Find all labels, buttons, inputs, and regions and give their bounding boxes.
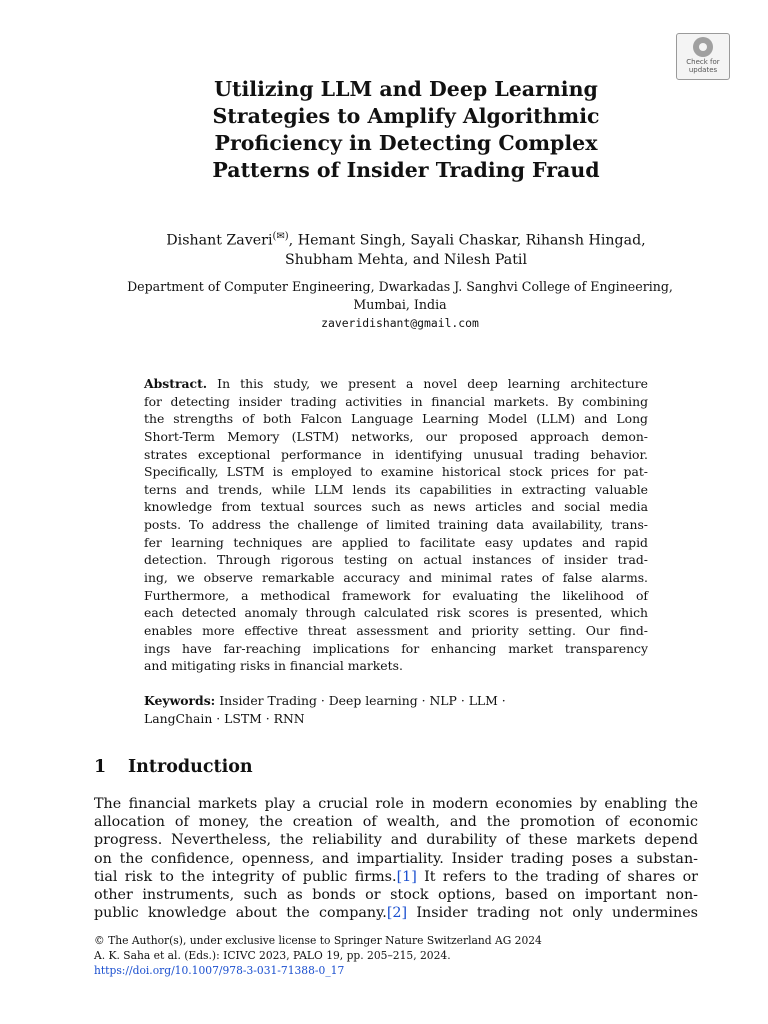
- body-text-span: Insider trading not only undermines: [407, 905, 698, 922]
- check-updates-icon: [693, 37, 713, 57]
- abstract-line: the strengths of both Falcon Language Learning Model (LLM) and Long: [144, 411, 648, 427]
- abstract-line: strates exceptional performance in identifying unusual trading behavior.: [144, 446, 648, 462]
- abstract-line: Short-Term Memory (LSTM) networks, our proposed approach demon-: [144, 428, 648, 444]
- author-names: Shubham Mehta, and Nilesh Patil: [284, 251, 528, 268]
- abstract-label: Abstract.: [144, 376, 208, 391]
- body-text-span: public knowledge about the company.: [94, 905, 387, 922]
- section-number: 1: [94, 757, 107, 777]
- abstract-line: terns and trends, while LLM lends its capabilities in extracting valuable: [144, 481, 648, 497]
- corresponding-author[interactable]: Dishant Zaveri: [166, 232, 273, 249]
- abstract-line: enables more effective threat assessment and priority setting. Our find-: [144, 622, 648, 638]
- abstract-line: Specifically, LSTM is employed to examine historical stock prices for pat-: [144, 464, 648, 480]
- keywords-text: LangChain · LSTM · RNN: [144, 710, 305, 726]
- badge-line-1: Check for: [686, 58, 720, 66]
- author-email[interactable]: zaveridishant@gmail.com: [321, 316, 479, 330]
- abstract-line: for detecting insider trading activities in financial markets. By combining: [144, 393, 648, 409]
- citation-info: A. K. Saha et al. (Eds.): ICIVC 2023, PALO 19, pp. 205–215, 2024.: [94, 949, 451, 962]
- keywords: [144, 692, 648, 727]
- doi-link[interactable]: https://doi.org/10.1007/978-3-031-71388-0_17: [94, 964, 345, 977]
- abstract-line: fer learning techniques are applied to facilitate easy updates and rapid: [144, 534, 648, 550]
- section-heading: [94, 755, 674, 779]
- abstract-line: each detected anomaly through calculated risk scores is presented, which: [144, 605, 648, 621]
- abstract-line: Furthermore, a methodical framework for evaluating the likelihood of: [144, 587, 648, 603]
- body-text-span: tial risk to the integrity of public firms.: [94, 868, 397, 885]
- copyright-line: © The Author(s), under exclusive license to Springer Nature Switzerland AG 2024: [94, 934, 542, 947]
- section-title: Introduction: [128, 757, 253, 777]
- author-names: , Hemant Singh, Sayali Chaskar, Rihansh Hingad,: [288, 232, 646, 249]
- abstract: [144, 375, 648, 675]
- badge-line-2: updates: [688, 66, 718, 74]
- affiliation: [80, 278, 720, 332]
- title-line: Proficiency in Detecting Complex: [214, 131, 598, 155]
- email-envelope-icon: (✉): [272, 231, 289, 242]
- body-line: [94, 868, 698, 886]
- title-line: Utilizing LLM and Deep Learning: [214, 77, 598, 101]
- body-line: The financial markets play a crucial role in modern economies by enabling the: [94, 796, 698, 812]
- abstract-line: knowledge from textual sources such as news articles and social media: [144, 499, 648, 515]
- body-line: allocation of money, the creation of wealth, and the promotion of economic: [94, 814, 698, 831]
- body-line: on the confidence, openness, and impartiality. Insider trading poses a substan-: [94, 850, 698, 867]
- affiliation-city: Mumbai, India: [353, 297, 447, 312]
- copyright-footer: [94, 933, 698, 978]
- abstract-line: ings have far-reaching implications for enhancing market transparency: [144, 640, 648, 656]
- body-line: progress. Nevertheless, the reliability and durability of these markets depend: [94, 832, 698, 849]
- abstract-line: posts. To address the challenge of limited training data availability, trans-: [144, 517, 648, 533]
- citation-link-1[interactable]: [1]: [396, 868, 417, 885]
- body-line: [94, 904, 698, 922]
- body-line: other instruments, such as bonds or stock options, based on important non-: [94, 886, 698, 903]
- author-list: [100, 227, 712, 270]
- keywords-text: Insider Trading · Deep learning · NLP · LLM ·: [215, 693, 506, 708]
- affiliation-department: Department of Computer Engineering, Dwarkadas J. Sanghvi College of Engineering,: [127, 279, 673, 294]
- body-text: [94, 795, 698, 922]
- abstract-line: detection. Through rigorous testing on actual instances of insider trad-: [144, 552, 648, 568]
- abstract-line: ing, we observe remarkable accuracy and minimal rates of false alarms.: [144, 570, 648, 586]
- title-line: Strategies to Amplify Algorithmic: [212, 104, 600, 128]
- abstract-text: In this study, we present a novel deep learning architecture: [207, 376, 648, 391]
- paper-title: [120, 76, 692, 184]
- title-line: Patterns of Insider Trading Fraud: [212, 158, 600, 182]
- abstract-line: and mitigating risks in financial markets.: [144, 658, 403, 674]
- citation-link-2[interactable]: [2]: [386, 905, 408, 922]
- abstract-line: [144, 375, 648, 393]
- keywords-label: Keywords:: [144, 693, 216, 708]
- check-for-updates-badge[interactable]: [676, 33, 730, 80]
- body-text-span: It refers to the trading of shares or: [416, 868, 699, 885]
